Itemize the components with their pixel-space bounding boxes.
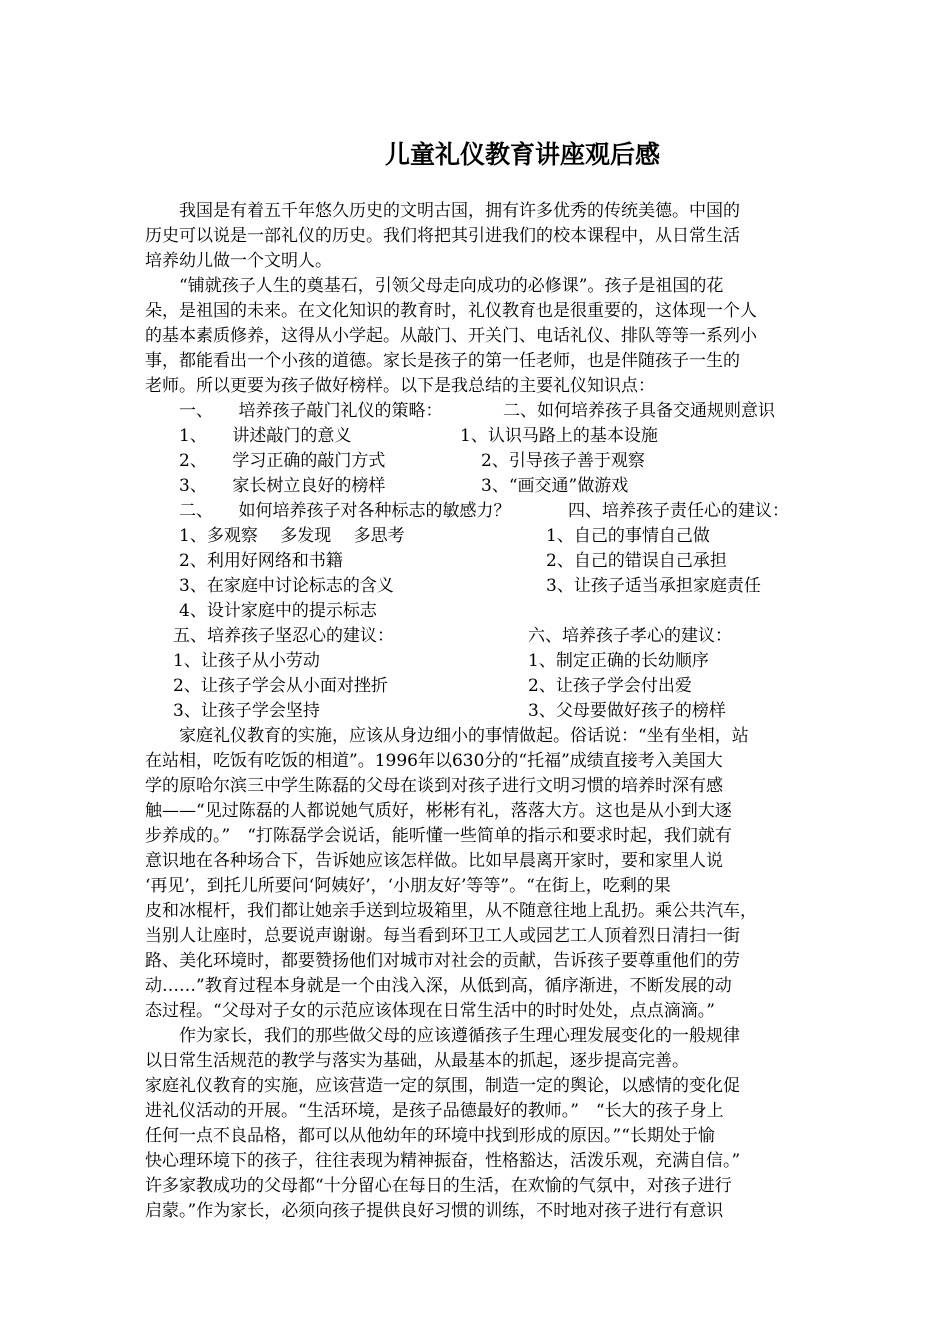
outline-row — [145, 699, 810, 724]
intro-paragraph-line: 培养幼儿做一个文明人。 — [145, 251, 332, 271]
atmosphere-paragraph-line: 许多家教成功的父母都“十分留心在每日的生活，在欢愉的气氛中，对孩子进行 — [145, 1176, 732, 1196]
practice-paragraph-line: 皮和冰棍杆，我们都让她亲手送到垃圾箱里，从不随意往地上乱扔。乘公共汽车， — [145, 901, 757, 921]
atmosphere-paragraph-line: 启蒙。”作为家长，必须向孩子提供良好习惯的训练，不时地对孩子进行有意识 — [145, 1201, 724, 1221]
practice-paragraph-line: 当别人让座时，总要说声谢谢。每当看到环卫工人或园艺工人顶着烈日清扫一街 — [145, 926, 740, 946]
ethics-paragraph-line: 老师。所以更要为孩子做好榜样。以下是我总结的主要礼仪知识点： — [145, 376, 655, 396]
outline-left-item: 3、在家庭中讨论标志的含义 — [179, 576, 394, 596]
outline-left-item: 2、 学习正确的敲门方式 — [179, 451, 386, 471]
outline-row — [145, 524, 810, 549]
outline-row — [145, 499, 810, 524]
outline-right-item: 六、培养孩子孝心的建议： — [528, 626, 732, 646]
ethics-paragraph-line: 的基本素质修养，这得从小学起。从敲门、开关门、电话礼仪、排队等等一系列小 — [145, 326, 757, 346]
practice-paragraph-line: 路、美化环境时，都要赞扬他们对城市对社会的贡献，告诉孩子要尊重他们的劳 — [145, 951, 740, 971]
outline-left-item: 3、 家长树立良好的榜样 — [179, 476, 386, 496]
outline-row — [145, 599, 810, 624]
atmosphere-paragraph-line: 家庭礼仪教育的实施，应该营造一定的氛围，制造一定的舆论，以感情的变化促 — [145, 1076, 740, 1096]
ethics-paragraph-line: 事，都能看出一个小孩的道德。家长是孩子的第一任老师，也是伴随孩子一生的 — [145, 351, 740, 371]
practice-paragraph-line: 学的原哈尔滨三中学生陈磊的父母在谈到对孩子进行文明习惯的培养时深有感 — [145, 776, 723, 796]
atmosphere-paragraph-line: 快心理环境下的孩子，往往表现为精神振奋，性格豁达，活泼乐观，充满自信。” — [145, 1151, 741, 1171]
outline-right-item: 1、认识马路上的基本设施 — [460, 426, 658, 446]
outline-right-item: 2、让孩子学会付出爱 — [528, 676, 692, 696]
outline-left-item: 二、 如何培养孩子对各种标志的敏感力？ — [179, 501, 511, 521]
atmosphere-paragraph-line: 任何一点不良品格，都可以从他幼年的环境中找到形成的原因。”“长期处于愉 — [145, 1126, 715, 1146]
outline-row — [145, 424, 810, 449]
outline-left-item: 1、多观察 多发现 多思考 — [179, 526, 405, 546]
parents-paragraph-line: 作为家长，我们的那些做父母的应该遵循孩子生理心理发展变化的一般规律 — [179, 1026, 740, 1046]
outline-left-item: 3、让孩子学会坚持 — [173, 701, 320, 721]
ethics-paragraph-line: “铺就孩子人生的奠基石，引领父母走向成功的必修课”。孩子是祖国的花 — [179, 276, 724, 296]
outline-right-item: 2、自己的错误自己承担 — [546, 551, 727, 571]
outline-right-item: 2、引导孩子善于观察 — [481, 451, 645, 471]
document-title: 儿童礼仪教育讲座观后感 — [384, 140, 660, 169]
practice-paragraph-line: 在站相，吃饭有吃饭的相道”。1996年以630分的“托福”成绩直接考入美国大 — [145, 751, 723, 771]
practice-paragraph-line: 动……”教育过程本身就是一个由浅入深，从低到高，循序渐进，不断发展的动 — [145, 976, 732, 996]
document-body — [145, 199, 810, 1224]
ethics-paragraph-line: 朵，是祖国的未来。在文化知识的教育时，礼仪教育也是很重要的，这体现一个人 — [145, 301, 757, 321]
outline-right-item: 1、制定正确的长幼顺序 — [528, 651, 709, 671]
outline-right-item: 3、让孩子适当承担家庭责任 — [546, 576, 761, 596]
outline-row — [145, 624, 810, 649]
outline-row — [145, 649, 810, 674]
outline-left-item: 2、利用好网络和书籍 — [179, 551, 343, 571]
practice-paragraph-line: 意识地在各种场合下，告诉她应该怎样做。比如早晨离开家时，要和家里人说 — [145, 851, 723, 871]
outline-row — [145, 399, 810, 424]
outline-row — [145, 449, 810, 474]
outline-row — [145, 474, 810, 499]
outline-right-item: 二、如何培养孩子具备交通规则意识 — [503, 401, 775, 421]
intro-paragraph-line: 我国是有着五千年悠久历史的文明古国，拥有许多优秀的传统美德。中国的 — [179, 201, 740, 221]
outline-left-item: 一、 培养孩子敲门礼仪的策略： — [179, 401, 443, 421]
outline-left-item: 4、设计家庭中的提示标志 — [179, 601, 377, 621]
outline-row — [145, 574, 810, 599]
outline-row — [145, 549, 810, 574]
outline-right-item: 3、父母要做好孩子的榜样 — [528, 701, 726, 721]
outline-left-item: 1、 讲述敲门的意义 — [179, 426, 352, 446]
outline-right-item: 四、培养孩子责任心的建议： — [568, 501, 789, 521]
practice-paragraph-line: 触——“见过陈磊的人都说她气质好，彬彬有礼，落落大方。这也是从小到大逐 — [145, 801, 732, 821]
outline-right-item: 1、自己的事情自己做 — [546, 526, 710, 546]
practice-paragraph-line: 步养成的。” “打陈磊学会说话，能听懂一些简单的指示和要求时起，我们就有 — [145, 826, 732, 846]
parents-paragraph-line: 以日常生活规范的教学与落实为基础，从最基本的抓起，逐步提高完善。 — [145, 1051, 689, 1071]
practice-paragraph-line: 家庭礼仪教育的实施，应该从身边细小的事情做起。俗话说：“坐有坐相，站 — [179, 726, 749, 746]
practice-paragraph-line: 态过程。“父母对子女的示范应该体现在日常生活中的时时处处，点点滴滴。” — [145, 1001, 715, 1021]
intro-paragraph-line: 历史可以说是一部礼仪的历史。我们将把其引进我们的校本课程中，从日常生活 — [145, 226, 740, 246]
outline-left-item: 1、让孩子从小劳动 — [173, 651, 320, 671]
practice-paragraph-line: ‘再见’，到托儿所要问‘阿姨好’，‘小朋友好’等等”。“在街上，吃剩的果 — [145, 876, 671, 896]
outline-left-item: 2、让孩子学会从小面对挫折 — [173, 676, 388, 696]
outline-right-item: 3、“画交通”做游戏 — [481, 476, 629, 496]
atmosphere-paragraph-line: 进礼仪活动的开展。“生活环境，是孩子品德最好的教师。” “长大的孩子身上 — [145, 1101, 724, 1121]
outline-left-item: 五、培养孩子坚忍心的建议： — [173, 626, 394, 646]
outline-row — [145, 674, 810, 699]
